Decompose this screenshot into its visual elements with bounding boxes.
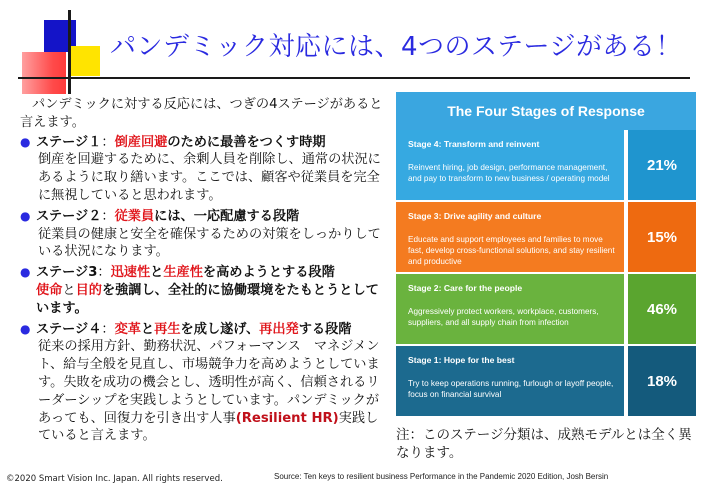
deco-red-square — [22, 52, 66, 94]
stage-separator: ： — [101, 134, 115, 150]
stage-description — [36, 338, 390, 445]
row-heading: Stage 2: Care for the people — [408, 283, 523, 293]
stage-keyword: 変革 — [114, 321, 141, 337]
stage-description: 倒産を回避するために、余剰人員を削除し、通常の状況にあるように取り繕います。ここでは、顧客や従業員を完全に無視していると思われます。 — [38, 152, 381, 203]
stage-description-text: 従来の採用方針、勤務状況、パフォーマンス マネジメント、給与全般を見直し、市場競争力を高めようとしています。失敗を成功の機会とし、透明性が高く、信頼されるリーダーシップを実践しようとしています。パンデミックがあっても、回復力を引き出す人事 — [38, 339, 380, 426]
stage-title-part: と — [140, 321, 155, 337]
title-underline — [18, 77, 690, 79]
row-percentage: 21% — [628, 130, 696, 200]
bullet-icon: ● — [20, 134, 31, 149]
panel-heading: The Four Stages of Response — [396, 92, 696, 130]
row-percentage: 15% — [628, 202, 696, 272]
stage-2-row — [396, 274, 696, 344]
stage-label: ステージ3 — [36, 265, 98, 281]
stage-text-part: と — [62, 282, 76, 298]
stage-2-item — [20, 208, 390, 261]
row-heading: Stage 1: Hope for the best — [408, 355, 515, 365]
stage-label: ステージ１ — [36, 134, 102, 150]
stage-keyword: 倒産回避 — [114, 134, 168, 150]
stage-title: のために最善をつくす時期 — [167, 134, 326, 150]
stage-separator: ： — [101, 208, 115, 224]
source-citation: Source: Ten keys to resilient business Performance in the Pandemic 2020 Edition, Josh Bersin — [274, 472, 609, 481]
left-content — [20, 96, 390, 448]
row-body: Aggressively protect workers, workplace, customers, suppliers, and all supply chain from infection — [408, 307, 599, 327]
stage-1-row — [396, 346, 696, 416]
stage-title-part: と — [150, 265, 164, 281]
row-percentage: 18% — [628, 346, 696, 416]
bullet-icon: ● — [20, 321, 31, 336]
stage-separator: ： — [101, 321, 115, 337]
stage-keyword: 再生 — [154, 321, 181, 337]
copyright-text: ©2020 Smart Vision Inc. Japan. All rights reserved. — [6, 474, 223, 484]
stage-keyword: 使命 — [36, 282, 63, 298]
stage-label: ステージ４ — [36, 321, 102, 337]
stage-1-item — [20, 134, 390, 205]
stage-description: 従業員の健康と安全を確保するための対策をしっかりしている状況になります。 — [38, 226, 381, 260]
row-heading: Stage 4: Transform and reinvent — [408, 139, 540, 149]
row-body: Try to keep operations running, furlough or layoff people, focus on financial survival — [408, 379, 614, 399]
stage-title-part: する段階 — [298, 321, 352, 337]
bullet-icon: ● — [20, 265, 31, 280]
stage-4-row — [396, 130, 696, 200]
stage-keyword: 迅速性 — [110, 265, 151, 281]
note-text: 注：このステージ分類は、成熟モデルとは全く異なります。 — [396, 427, 692, 461]
row-text-area — [396, 274, 624, 344]
stage-keyword: 再出発 — [259, 321, 299, 337]
four-stages-panel — [396, 92, 696, 418]
resilient-hr-highlight: (Resilient HR) — [235, 410, 339, 426]
row-text-area — [396, 130, 624, 200]
row-text-area — [396, 346, 624, 416]
row-heading: Stage 3: Drive agility and culture — [408, 211, 542, 221]
row-body: Educate and support employees and families to move fast, develop cross-functional solutions, and stay resilient and productive — [408, 235, 615, 266]
stage-title: には、一応配慮する段階 — [154, 208, 300, 224]
stage-3-row — [396, 202, 696, 272]
stage-3-item — [20, 264, 390, 317]
deco-yellow-square — [70, 46, 100, 76]
bullet-icon: ● — [20, 208, 31, 223]
stage-description-end: 実践していると言えます。 — [38, 410, 379, 444]
stage-keyword: 生産性 — [163, 265, 203, 281]
stage-text-part: を強調し、全社的に協働環境をたもとうとしています。 — [36, 282, 379, 316]
stage-keyword: 従業員 — [114, 208, 155, 224]
stage-keyword: 目的 — [75, 282, 102, 298]
slide-title: パンデミック対応には、4つのステージがある！ — [110, 32, 682, 62]
row-percentage: 46% — [628, 274, 696, 344]
stage-label: ステージ２ — [36, 208, 102, 224]
deco-vertical-line — [68, 10, 71, 94]
stage-title-part: を高めようとする段階 — [202, 265, 335, 281]
intro-text: パンデミックに対する反応には、つぎの4ステージがあると言えます。 — [20, 97, 383, 130]
stage-4-item — [20, 321, 390, 446]
stage-separator: ： — [97, 265, 111, 281]
row-body: Reinvent hiring, job design, performance management, and pay to transform to new business / operating model — [408, 163, 610, 183]
row-text-area — [396, 202, 624, 272]
stage-title-part: を成し遂げ、 — [180, 321, 260, 337]
